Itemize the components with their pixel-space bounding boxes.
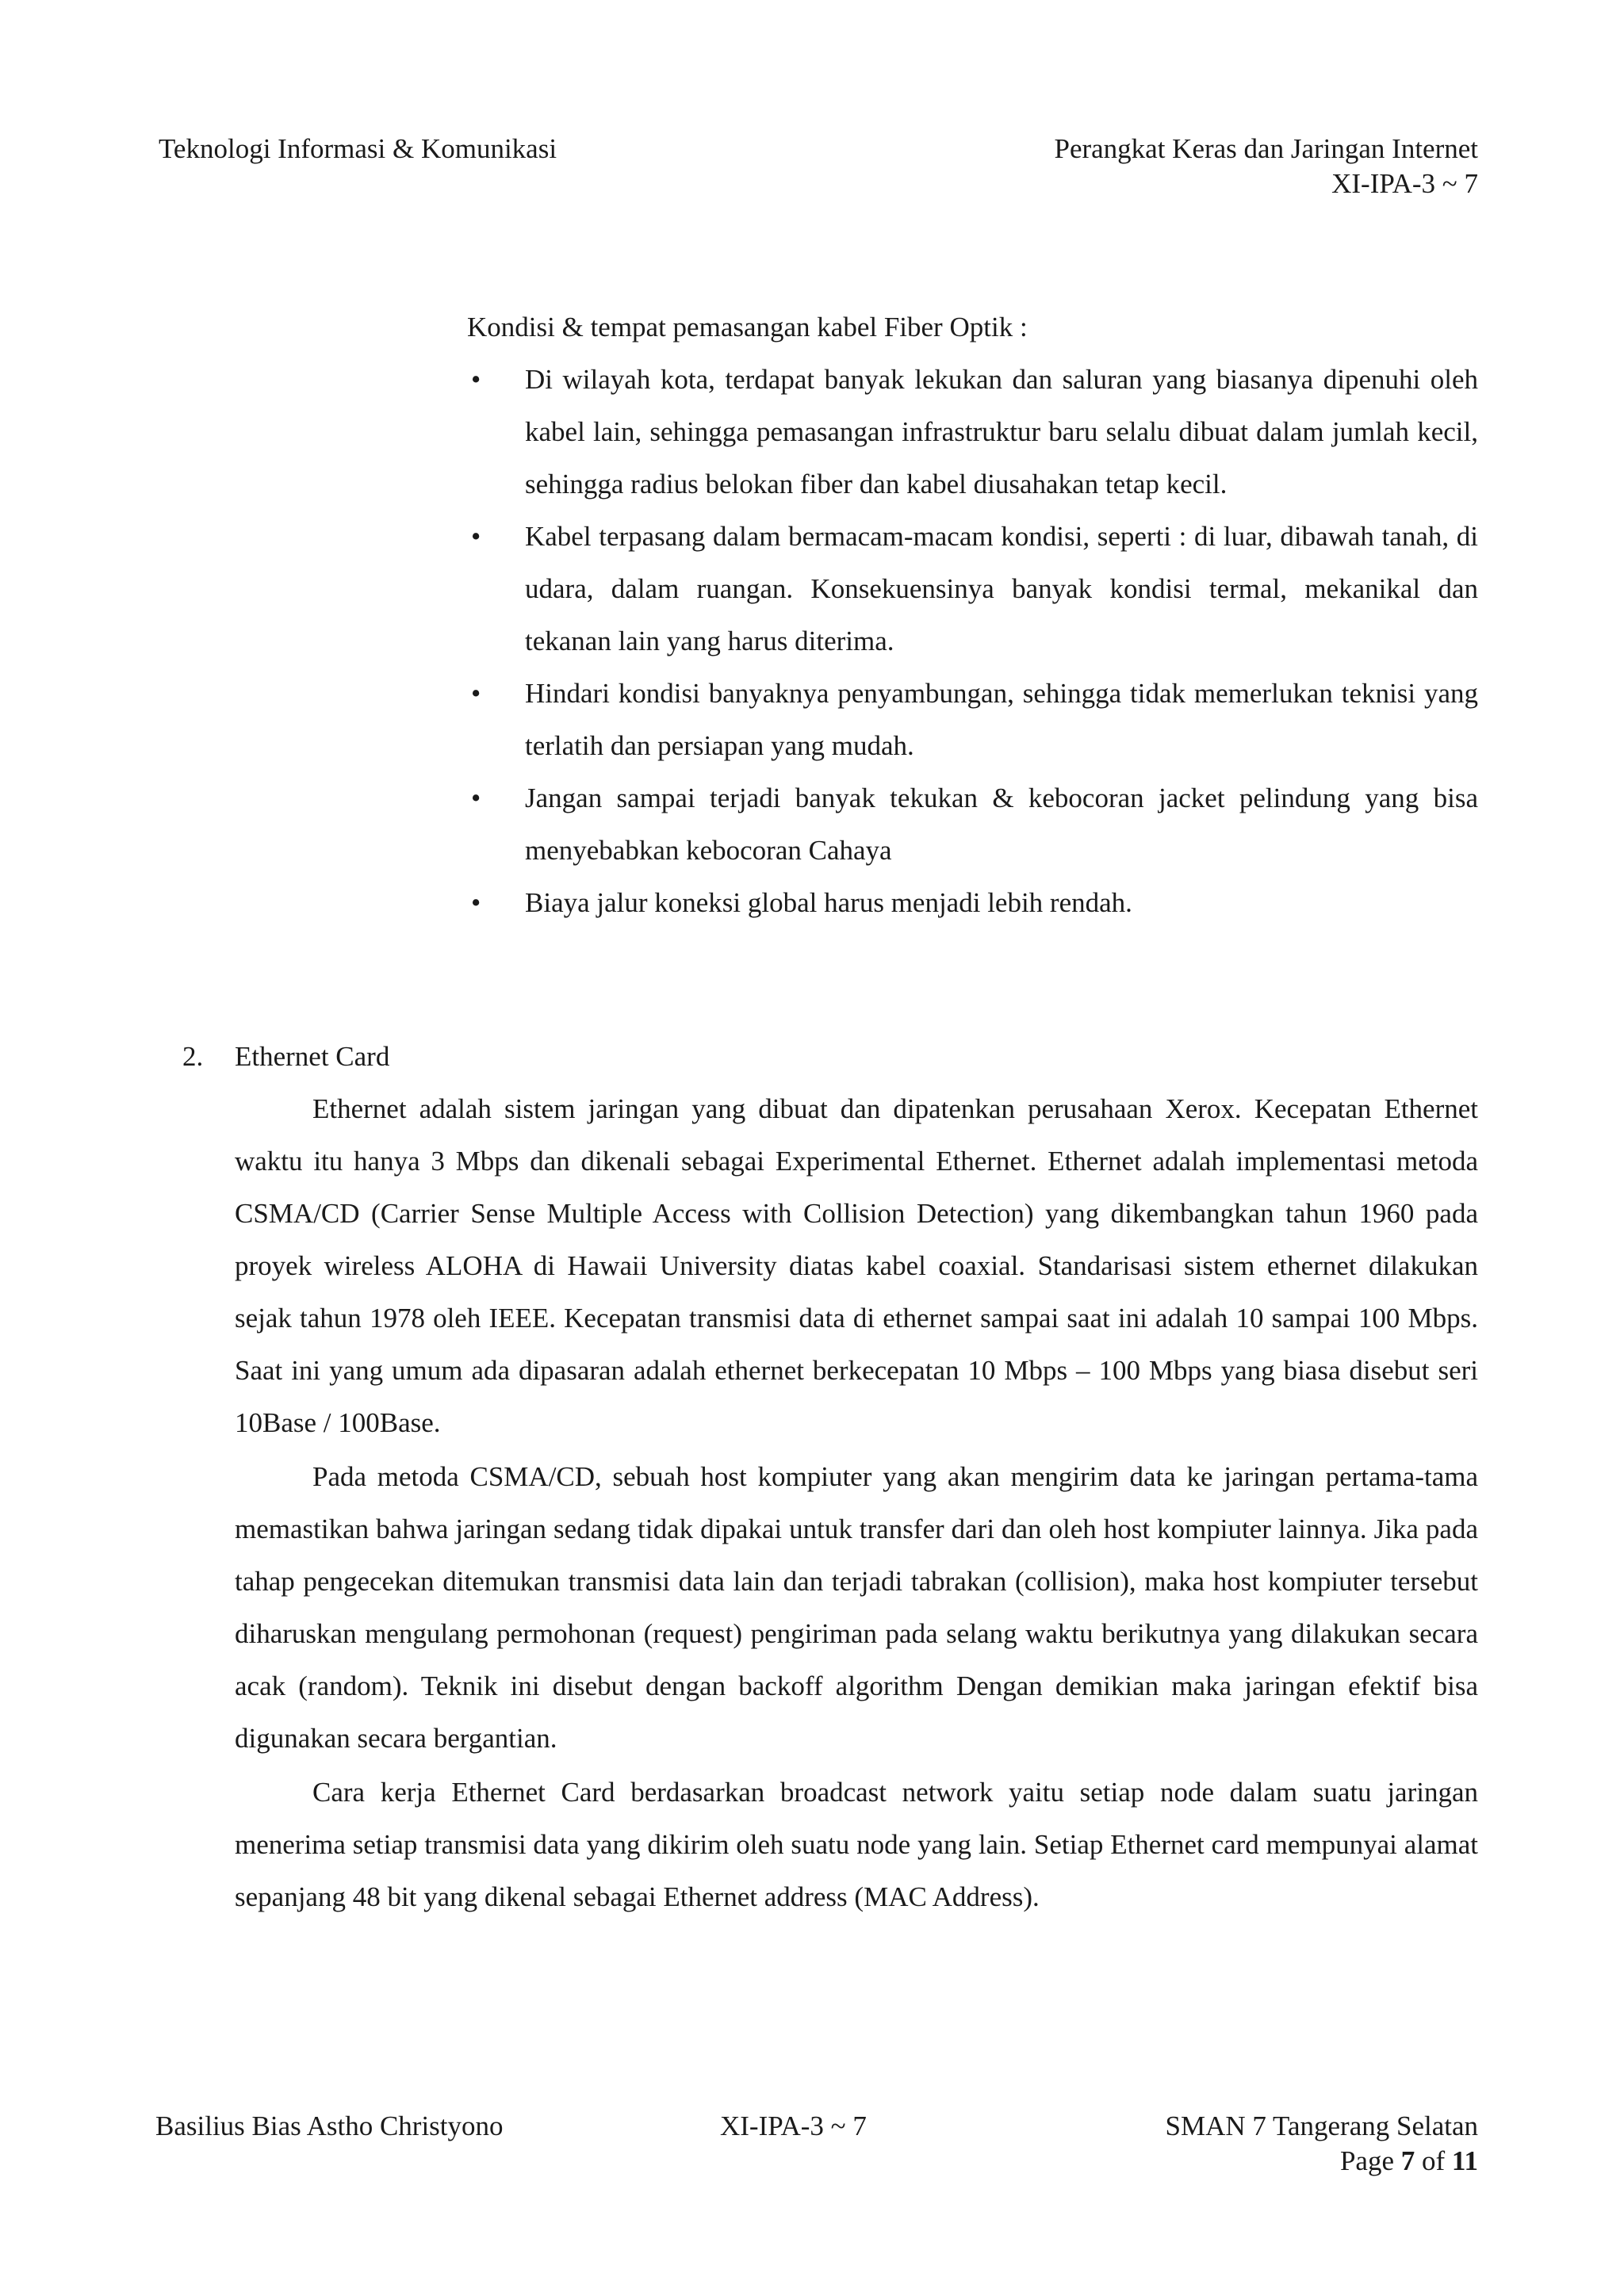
list-item (467, 511, 1478, 668)
list-item-text: Hindari kondisi banyaknya penyambungan, sehingga tidak memerlukan teknisi yang terlatih dan persiapan yang mudah. (525, 678, 1478, 761)
bullet-icon: • (471, 887, 481, 918)
fiber-optik-section (467, 308, 1478, 929)
list-item-text: Biaya jalur koneksi global harus menjadi lebih rendah. (525, 887, 1132, 918)
footer-class (720, 2109, 867, 2144)
list-item (467, 354, 1478, 511)
bullet-icon: • (471, 364, 481, 395)
bullet-icon: • (471, 678, 481, 709)
paragraph: Pada metoda CSMA/CD, sebuah host kompiuter yang akan mengirim data ke jaringan pertama-tama memastikan bahwa jaringan sedang tidak dipakai untuk transfer dari dan oleh host kompiuter lainnya. Jika pada tahap pengecekan ditemukan transmisi data lain dan terjadi tabrakan (collision), maka host kompiuter tersebut diharuskan mengulang permohonan (request) pengiriman pada selang waktu berikutnya yang dilakukan secara acak (random). Teknik ini disebut dengan backoff algorithm Dengan demikian maka jaringan efektif bisa digunakan secara bergantian. (235, 1461, 1478, 1754)
list-item-text: Di wilayah kota, terdapat banyak lekukan dan saluran yang biasanya dipenuhi oleh kabel lain, sehingga pemasangan infrastruktur baru selalu dibuat dalam jumlah kecil, sehingga radius belokan fiber dan kabel diusahakan tetap kecil. (525, 364, 1478, 499)
paragraph: Cara kerja Ethernet Card berdasarkan broadcast network yaitu setiap node dalam suatu jaringan menerima setiap transmisi data yang dikirim oleh suatu node yang lain. Setiap Ethernet card mempunyai alamat sepanjang 48 bit yang dikenal sebagai Ethernet address (MAC Address). (235, 1777, 1478, 1912)
footer-author (155, 2109, 504, 2144)
page-total: 11 (1451, 2145, 1478, 2176)
class-label: XI-IPA-3 ~ 7 (1331, 168, 1478, 199)
paragraph: Ethernet adalah sistem jaringan yang dibuat dan dipatenkan perusahaan Xerox. Kecepatan Ethernet waktu itu hanya 3 Mbps dan dikenali sebagai Experimental Ethernet. Ethernet adalah implementasi metoda CSMA/CD (Carrier Sense Multiple Access with Collision Detection) yang dikembangkan tahun 1960 pada proyek wireless ALOHA di Hawaii University diatas kabel coaxial. Standarisasi sistem ethernet dilakukan sejak tahun 1978 oleh IEEE. Kecepatan transmisi data di ethernet sampai saat ini adalah 10 sampai 100 Mbps. Saat ini yang umum ada dipasaran adalah ethernet berkecepatan 10 Mbps – 100 Mbps yang biasa disebut seri 10Base / 100Base. (235, 1093, 1478, 1438)
page-of: of (1422, 2145, 1446, 2176)
bullet-icon: • (471, 521, 481, 552)
author-name: Basilius Bias Astho Christyono (155, 2110, 504, 2141)
class-label: XI-IPA-3 ~ 7 (720, 2110, 867, 2141)
ethernet-card-section (182, 1037, 1478, 1925)
bullet-icon: • (471, 783, 481, 813)
page-header-right (1054, 132, 1478, 201)
footer-right (1166, 2109, 1478, 2179)
list-item (467, 772, 1478, 877)
section-number: 2. (182, 1041, 204, 1072)
page-indicator (1166, 2144, 1478, 2179)
fiber-optik-bullet-list (467, 354, 1478, 929)
subject-title: Teknologi Informasi & Komunikasi (159, 133, 557, 164)
section-body (235, 1083, 1478, 1923)
list-item-text: Jangan sampai terjadi banyak tekukan & kebocoran jacket pelindung yang bisa menyebabkan kebocoran Cahaya (525, 783, 1478, 866)
school-name: SMAN 7 Tangerang Selatan (1165, 2110, 1478, 2141)
fiber-optik-intro: Kondisi & tempat pemasangan kabel Fiber Optik : (467, 312, 1028, 342)
list-item (467, 668, 1478, 772)
page-prefix: Page (1339, 2145, 1395, 2176)
list-item (467, 877, 1478, 929)
list-item-text: Kabel terpasang dalam bermacam-macam kondisi, seperti : di luar, dibawah tanah, di udara, dalam ruangan. Konsekuensinya banyak kondisi termal, mekanikal dan tekanan lain yang harus diterima. (525, 521, 1478, 656)
page-current: 7 (1400, 2145, 1415, 2176)
chapter-title: Perangkat Keras dan Jaringan Internet (1054, 133, 1478, 164)
section-title: Ethernet Card (235, 1041, 390, 1072)
page-header-left (159, 132, 557, 166)
section-heading (182, 1037, 1478, 1077)
